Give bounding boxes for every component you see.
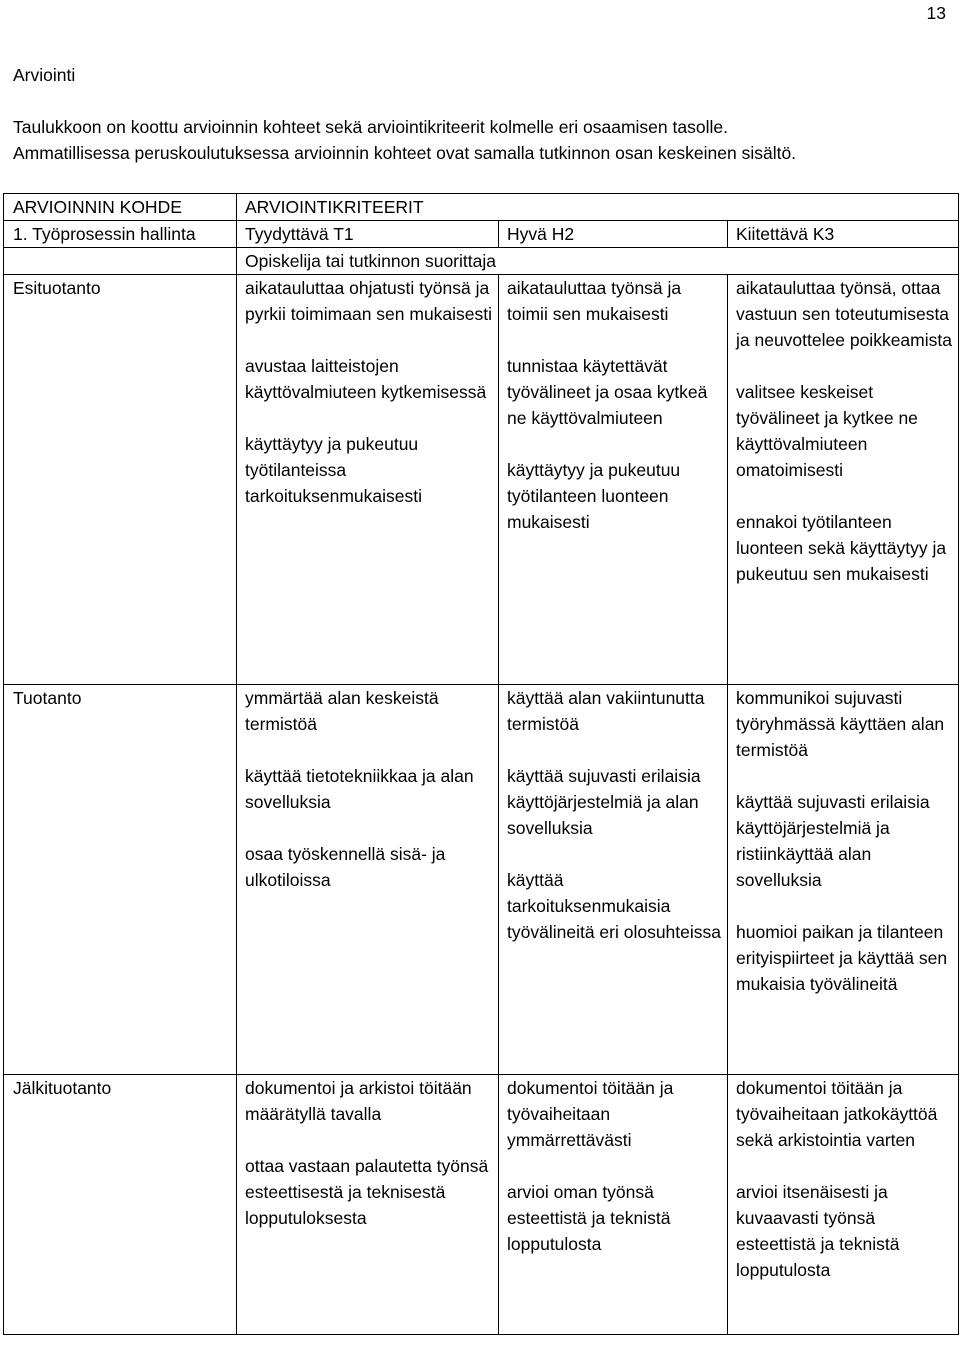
assessment-table	[3, 193, 959, 1335]
row-label: Jälkituotanto	[13, 1078, 112, 1098]
level-cell-t1	[237, 221, 499, 248]
criterion-text: käyttää alan vakiintunutta termistöä	[507, 688, 705, 734]
criterion-text: aikatauluttaa ohjatusti työnsä ja pyrkii toimimaan sen mukaisesti	[245, 278, 493, 324]
criterion-text: arvioi oman työnsä esteettistä ja teknistä lopputulosta	[507, 1182, 671, 1254]
criterion-text: käyttää sujuvasti erilaisia käyttöjärjestelmiä ja alan sovelluksia	[507, 766, 701, 838]
row-label-cell	[4, 685, 237, 1075]
row-label: Esituotanto	[13, 278, 101, 298]
criteria-cell-t1	[237, 275, 499, 685]
criterion-text: aikatauluttaa työnsä ja toimii sen mukaisesti	[507, 278, 682, 324]
level-cell-h2	[499, 221, 728, 248]
topic-cell	[4, 221, 237, 248]
table-row-tuotanto	[4, 685, 959, 1075]
header-target: ARVIOINNIN KOHDE	[13, 197, 182, 217]
intro-line: Taulukkoon on koottu arvioinnin kohteet sekä arviointikriteerit kolmelle eri osaamisen tasolle.	[13, 117, 728, 137]
criteria-cell-t1	[237, 1075, 499, 1335]
level-k3: Kiitettävä K3	[736, 224, 835, 244]
criterion-text: käyttää sujuvasti erilaisia käyttöjärjestelmiä ja ristiinkäyttää alan sovelluksia	[736, 792, 930, 890]
criteria-cell-k3	[728, 685, 959, 1075]
criterion-text: käyttäytyy ja pukeutuu työtilanteen luonteen mukaisesti	[507, 460, 681, 532]
criterion-text: käyttää tarkoituksenmukaisia työvälineitä eri olosuhteissa	[507, 870, 722, 942]
criteria-cell-k3	[728, 1075, 959, 1335]
subject-cell	[237, 248, 959, 275]
criteria-cell-h2	[499, 275, 728, 685]
criterion-text: dokumentoi ja arkistoi töitään määrätyllä tavalla	[245, 1078, 472, 1124]
criterion-text: valitsee keskeiset työvälineet ja kytkee ne käyttövalmiuteen omatoimisesti	[736, 382, 918, 480]
criterion-text: kommunikoi sujuvasti työryhmässä käyttäen alan termistöä	[736, 688, 945, 760]
section-title: Arviointi	[13, 65, 76, 85]
subject-row	[4, 248, 959, 275]
criterion-text: dokumentoi töitään ja työvaiheitaan ymmärrettävästi	[507, 1078, 674, 1150]
intro-paragraph	[13, 114, 943, 166]
criterion-text: ennakoi työtilanteen luonteen sekä käyttäytyy ja pukeutuu sen mukaisesti	[736, 512, 947, 584]
subject-line: Opiskelija tai tutkinnon suorittaja	[245, 251, 496, 271]
row-label-cell	[4, 1075, 237, 1335]
level-t1: Tyydyttävä T1	[245, 224, 354, 244]
page-number: 13	[926, 3, 946, 23]
level-cell-k3	[728, 221, 959, 248]
criterion-text: käyttäytyy ja pukeutuu työtilanteissa tarkoituksenmukaisesti	[245, 434, 423, 506]
criteria-cell-h2	[499, 1075, 728, 1335]
criterion-text: tunnistaa käytettävät työvälineet ja osaa kytkeä ne käyttövalmiuteen	[507, 356, 708, 428]
header-cell-criteria	[237, 194, 959, 221]
level-h2: Hyvä H2	[507, 224, 575, 244]
criterion-text: aikatauluttaa työnsä, ottaa vastuun sen toteutumisesta ja neuvottelee poikkeamista	[736, 278, 952, 350]
criterion-text: dokumentoi töitään ja työvaiheitaan jatkokäyttöä sekä arkistointia varten	[736, 1078, 938, 1150]
header-row	[4, 194, 959, 221]
criteria-cell-k3	[728, 275, 959, 685]
header-criteria: ARVIOINTIKRITEERIT	[245, 197, 424, 217]
subject-blank-cell	[4, 248, 237, 275]
row-label: Tuotanto	[13, 688, 82, 708]
intro-line: Ammatillisessa peruskoulutuksessa arvioinnin kohteet ovat samalla tutkinnon osan keskeinen sisältö.	[13, 143, 797, 163]
criterion-text: osaa työskennellä sisä- ja ulkotiloissa	[245, 844, 446, 890]
criterion-text: huomioi paikan ja tilanteen erityispiirteet ja käyttää sen mukaisia työvälineitä	[736, 922, 948, 994]
topic-label: 1. Työprosessin hallinta	[13, 224, 196, 244]
row-label-cell	[4, 275, 237, 685]
criteria-cell-t1	[237, 685, 499, 1075]
level-row	[4, 221, 959, 248]
criterion-text: ottaa vastaan palautetta työnsä esteettisestä ja teknisestä lopputuloksesta	[245, 1156, 489, 1228]
criterion-text: käyttää tietotekniikkaa ja alan sovelluksia	[245, 766, 474, 812]
criterion-text: ymmärtää alan keskeistä termistöä	[245, 688, 439, 734]
criterion-text: arvioi itsenäisesti ja kuvaavasti työnsä esteettistä ja teknistä lopputulosta	[736, 1182, 900, 1280]
table-row-jalkituotanto	[4, 1075, 959, 1335]
header-cell-target	[4, 194, 237, 221]
criterion-text: avustaa laitteistojen käyttövalmiuteen kytkemisessä	[245, 356, 487, 402]
table-row-esituotanto	[4, 275, 959, 685]
criteria-cell-h2	[499, 685, 728, 1075]
